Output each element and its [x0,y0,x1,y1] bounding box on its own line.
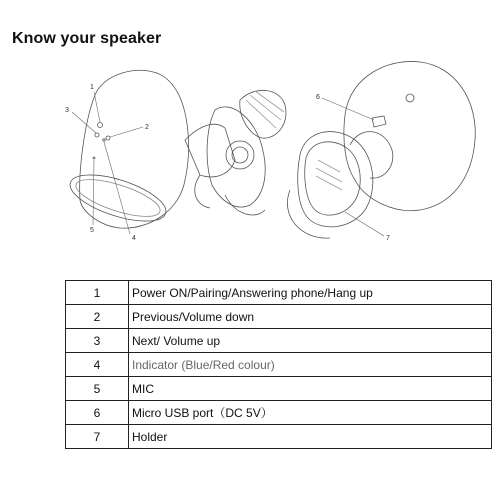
table-row [66,281,492,305]
part-number: 2 [66,305,129,329]
mount-bracket [185,90,286,215]
speaker-back-view [287,61,475,238]
part-number: 7 [66,425,129,449]
part-label: Indicator (Blue/Red colour) [129,353,492,377]
mic-icon [93,157,95,159]
callout-7: 7 [386,235,390,242]
part-number: 1 [66,281,129,305]
part-number: 5 [66,377,129,401]
power-button-icon [98,123,103,128]
speaker-rear-body [344,61,475,210]
part-label: Holder [129,425,492,449]
part-number: 4 [66,353,129,377]
callout-3: 3 [65,107,69,114]
table-row [66,377,492,401]
part-label: MIC [129,377,492,401]
parts-table [65,280,492,449]
page-title: Know your speaker [12,30,162,47]
part-label: Power ON/Pairing/Answering phone/Hang up [129,281,492,305]
part-number: 3 [66,329,129,353]
speaker-body [80,70,189,228]
table-row [66,353,492,377]
clamp-knob [240,90,286,138]
callout-5: 5 [90,227,94,234]
previous-button-icon [106,136,110,140]
speaker-illustration [0,55,500,270]
speaker-grille [65,165,171,230]
callout-4: 4 [132,235,136,242]
table-row [66,425,492,449]
table-row [66,329,492,353]
part-number: 6 [66,401,129,425]
usb-port-icon [372,116,386,127]
speaker-front-view [65,70,189,230]
table-row [66,401,492,425]
holder-strap [298,132,373,227]
part-label: Previous/Volume down [129,305,492,329]
callout-6: 6 [316,94,320,101]
callout-2: 2 [145,124,149,131]
next-button-icon [95,133,99,137]
table-row [66,305,492,329]
indicator-icon [103,139,105,141]
part-label: Next/ Volume up [129,329,492,353]
callout-1: 1 [90,84,94,91]
part-label: Micro USB port（DC 5V） [129,401,492,425]
